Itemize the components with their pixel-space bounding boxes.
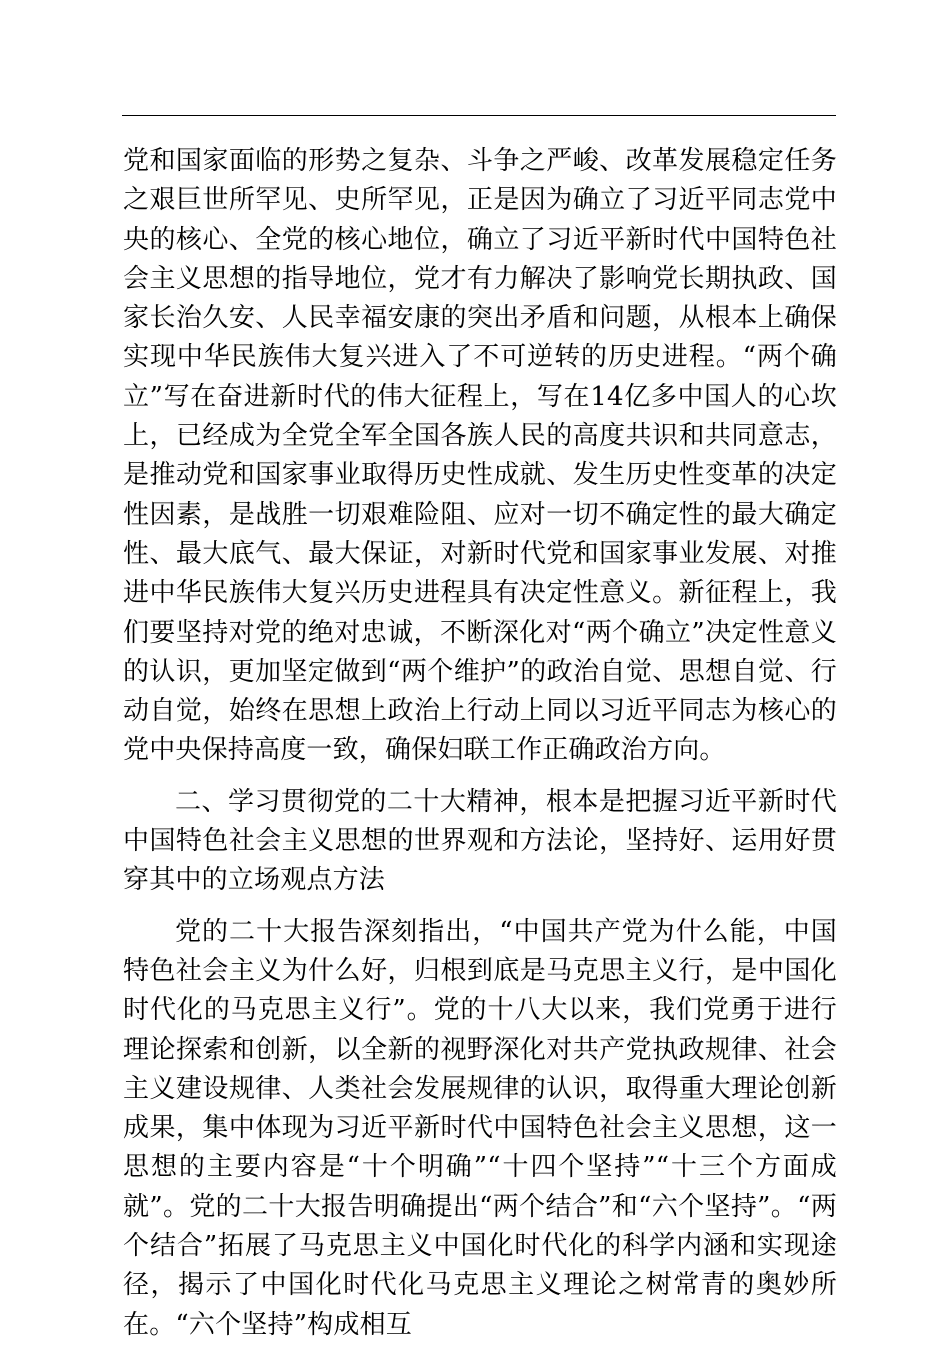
section-heading-two: 二、学习贯彻党的二十大精神，根本是把握习近平新时代中国特色社会主义思想的世界观和方法论，坚持好、运用好贯穿其中的立场观点方法 <box>123 786 837 896</box>
paragraph-marxism: 党的二十大报告深刻指出，“中国共产党为什么能，中国特色社会主义为什么好，归根到底是马克思主义行，是中国化时代化的马克思主义行”。党的十八大以来，我们党勇于进行理论探索和创新，以全新的视野深化对共产党执政规律、社会主义建设规律、人类社会发展规律的认识，取得重大理论创新成果，集中体现为习近平新时代中国特色社会主义思想，这一思想的主要内容是“十个明确”“十四个坚持”“十三个方面成就”。党的二十大报告明确提出“两个结合”和“六个坚持”。“两个结合”拓展了马克思主义中国化时代化的科学内涵和实现途径，揭示了中国化时代化马克思主义理论之树常青的奥妙所在。“六个坚持”构成相互 <box>123 916 837 1340</box>
header-rule <box>122 115 836 116</box>
paragraph-two-establishments: 党和国家面临的形势之复杂、斗争之严峻、改革发展稳定任务之艰巨世所罕见、史所罕见，正是因为确立了习近平同志党中央的核心、全党的核心地位，确立了习近平新时代中国特色社会主义思想的指导地位，党才有力解决了影响党长期执政、国家长治久安、人民幸福安康的突出矛盾和问题，从根本上确保实现中华民族伟大复兴进入了不可逆转的历史进程。“两个确立”写在奋进新时代的伟大征程上，写在14亿多中国人的心坎上，已经成为全党全军全国各族人民的高度共识和共同意志，是推动党和国家事业取得历史性成就、发生历史性变革的决定性因素，是战胜一切艰难险阻、应对一切不确定性的最大确定性、最大底气、最大保证，对新时代党和国家事业发展、对推进中华民族伟大复兴历史进程具有决定性意义。新征程上，我们要坚持对党的绝对忠诚，不断深化对“两个确立”决定性意义的认识，更加坚定做到“两个维护”的政治自觉、思想自觉、行动自觉，始终在思想上政治上行动上同以习近平同志为核心的党中央保持高度一致，确保妇联工作正确政治方向。 <box>123 146 837 766</box>
document-body <box>123 142 837 1345</box>
